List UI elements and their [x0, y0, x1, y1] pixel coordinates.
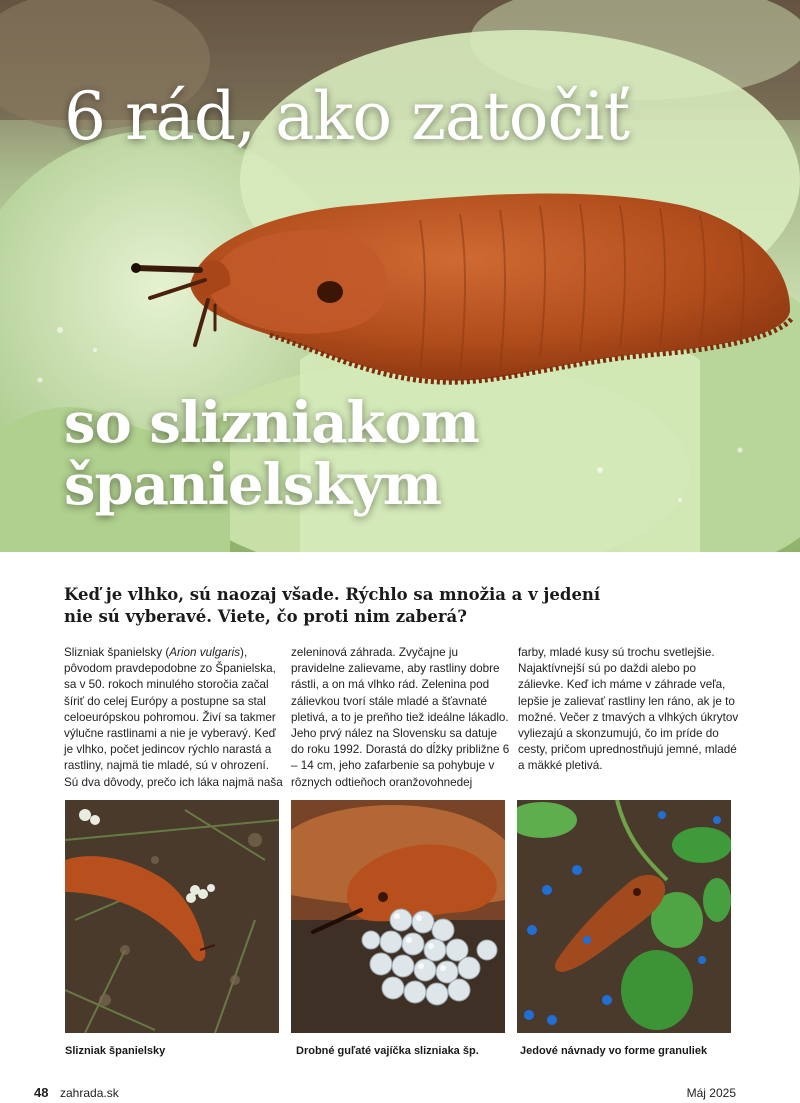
slug-on-soil-illustration: [65, 800, 279, 1033]
photo-caption-3: Jedové návnady vo forme granuliek: [520, 1045, 708, 1057]
photo-slug-on-soil: [65, 800, 279, 1033]
headline-line-2: [64, 392, 479, 516]
site-name: zahrada.sk: [60, 1086, 119, 1100]
body-text-col1: [64, 645, 286, 791]
slug-bait-illustration: [517, 800, 731, 1033]
body-column-2: [291, 645, 513, 791]
col1-text-a: Slizniak španielsky (: [64, 646, 170, 659]
page-footer: [0, 1085, 800, 1101]
photo-slug-eggs: [291, 800, 505, 1033]
body-column-3: [518, 645, 740, 775]
headline-line-1: 6 rád, ako zatočiť: [64, 78, 630, 155]
body-text-col2: zeleninová záhrada. Zvyčajne ju pravidelne zalievame, aby rastliny dobre rástli, a on má vlhko rád. Zelenina pod zálievkou tvorí stále mladé a šťavnaté pletivá, a to je preňho tiež ideálne lákadlo. Jeho prvý nález na Slovensku sa datuje do roku 1992. Dorastá do dĺžky približne 6 – 14 cm, jeho zafarbenie sa pohybuje v rôznych odtieňoch oranžovohnedej: [291, 646, 510, 789]
latin-name: Arion vulgaris: [169, 646, 241, 659]
photo-caption-2: Drobné guľaté vajíčka slizniaka šp.: [296, 1045, 479, 1057]
body-text-col3: farby, mladé kusy sú trochu svetlejšie. Najaktívnejší sú po daždi alebo po zálievke. Keď ich máme v záhrade veľa, lepšie je zalievať rastliny len ráno, ak je to možné. Večer z tmavých a vlhkých úkrytov vyliezajú a skonzumujú, čo im príde do cesty, pričom uprednostňujú jemné, mladé a mäkké pletivá.: [518, 646, 739, 773]
lead-paragraph: Keď je vlhko, sú naozaj všade. Rýchlo sa množia a v jedení nie sú vyberavé. Viete, čo proti nim zaberá?: [64, 585, 601, 626]
page-number: 48: [34, 1085, 49, 1100]
headline-line-2a: so slizniakom: [64, 390, 479, 456]
col1-text-b: ), pôvodom pravdepodobne zo Španielska, sa v 50. rokoch minulého storočia začal šíriť do celej Európy a postupne sa stal celoeurópskou pohromou. Živí sa takmer výlučne rastlinami a nie je vyberavý. Keď je vlhko, počet jedincov rýchlo narastá a rastliny, najmä tie mladé, sú v ohrození. Sú dva dôvody, prečo ich láka najmä naša: [64, 646, 283, 789]
body-column-1: [64, 645, 286, 791]
headline-line-2b: španielskym: [64, 452, 441, 518]
photo-slug-bait-pellets: [517, 800, 731, 1033]
issue-date: Máj 2025: [686, 1086, 736, 1100]
slug-eggs-illustration: [291, 800, 505, 1033]
photo-caption-1: Slizniak španielsky: [65, 1045, 166, 1057]
